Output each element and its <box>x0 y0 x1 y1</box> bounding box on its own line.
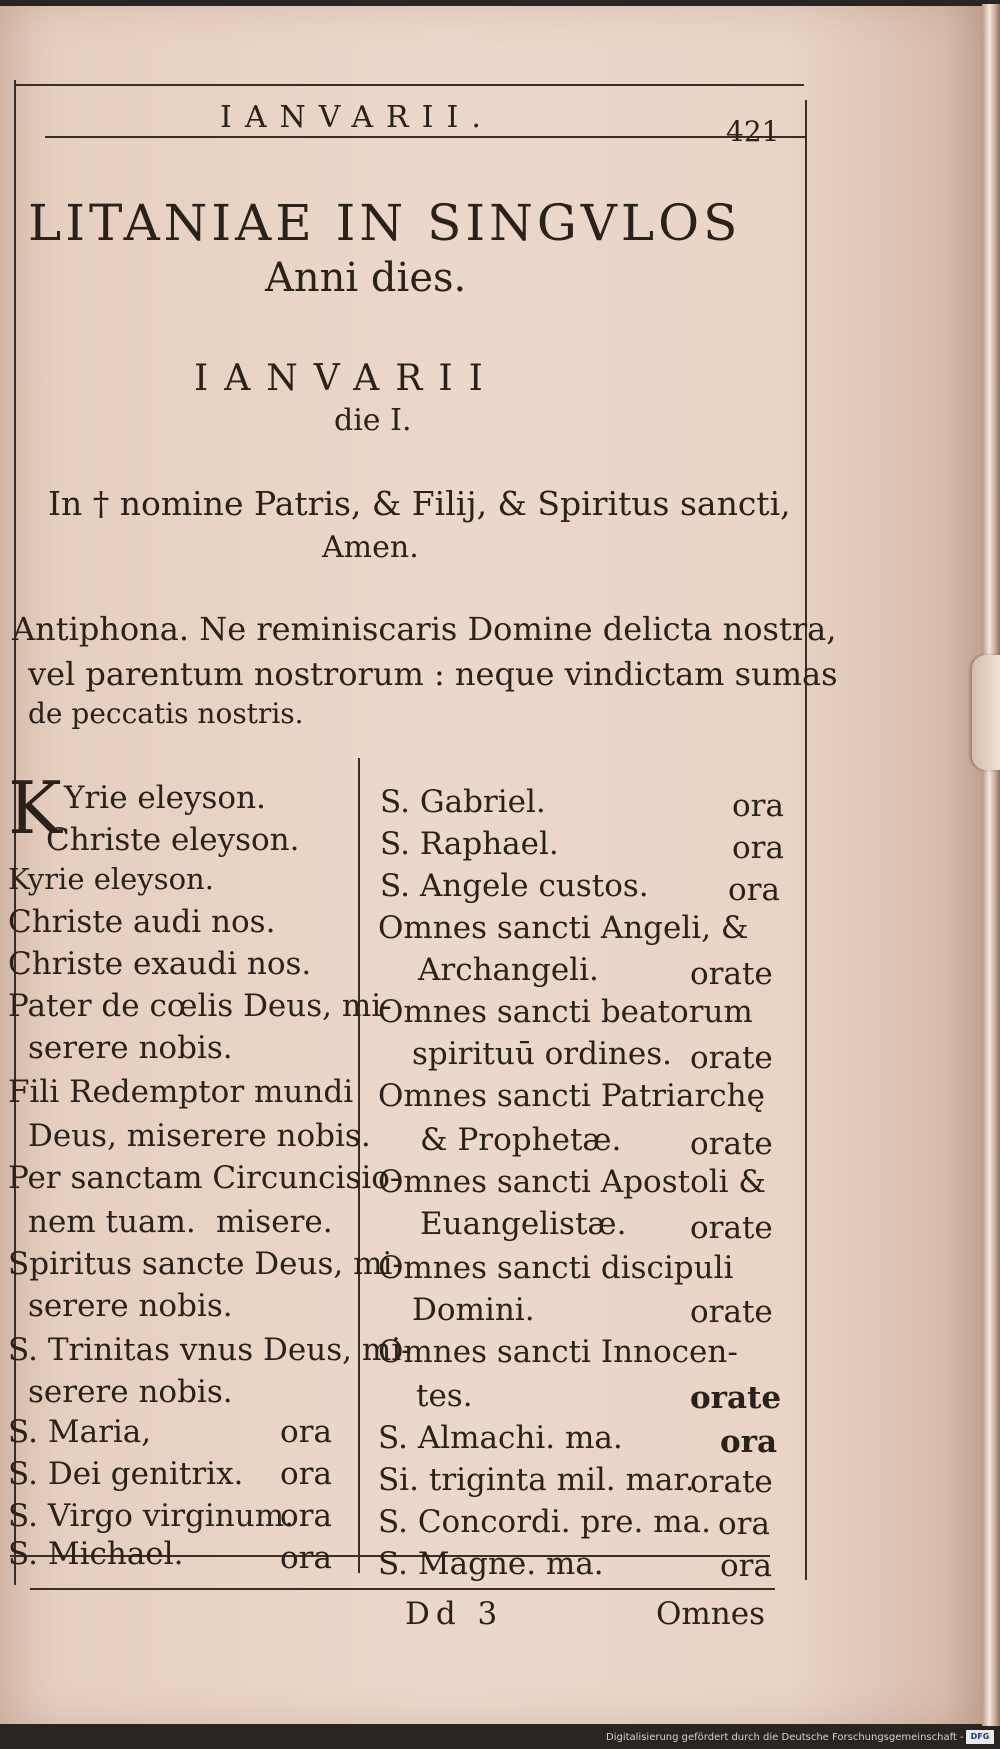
litany-line: S. Maria, <box>8 1414 152 1450</box>
litany-response: ora <box>280 1498 332 1534</box>
litany-response: ora <box>728 872 780 908</box>
antiphon-line: vel parentum nostrorum : neque vindictam sumas <box>28 655 838 693</box>
page-number: 421 <box>726 115 780 148</box>
litany-response: orate <box>690 1380 782 1416</box>
litany-line: S. Almachi. ma. <box>378 1420 623 1456</box>
litany-line: Omnes sancti discipuli <box>378 1250 734 1286</box>
litany-line: Per sanctam Circuncisio- <box>8 1160 401 1196</box>
litany-response: orate <box>690 956 773 992</box>
header-top-rule <box>14 84 804 86</box>
page-edge <box>982 4 1000 1726</box>
litany-line: & Prophetæ. <box>420 1122 622 1158</box>
litany-response: ora <box>280 1456 332 1492</box>
litany-response: ora <box>718 1506 770 1542</box>
litany-line: Omnes sancti Patriarchę <box>378 1078 765 1114</box>
litany-line: Pater de cœlis Deus, mi- <box>8 988 392 1024</box>
litany-line: Domini. <box>412 1292 535 1328</box>
litany-line: Spiritus sancte Deus, mi- <box>8 1246 403 1282</box>
litany-line: S. Dei genitrix. <box>8 1456 244 1492</box>
litany-response: ora <box>280 1414 332 1450</box>
invocation-line: In † nomine Patris, & Filij, & Spiritus sancti, <box>48 484 791 523</box>
litany-line: nem tuam. <box>28 1204 196 1240</box>
litany-line: S. Angele custos. <box>380 868 649 904</box>
litany-response: ora <box>280 1540 332 1576</box>
litany-response: orate <box>690 1294 773 1330</box>
litany-response: orate <box>690 1464 773 1500</box>
page-tab <box>972 655 1000 770</box>
signature-mark: Dd 3 <box>405 1596 504 1632</box>
litany-line: serere nobis. <box>28 1288 233 1324</box>
litany-line: Archangeli. <box>418 952 599 988</box>
litany-line: Omnes sancti Angeli, & <box>378 910 749 946</box>
litany-response: ora <box>732 788 784 824</box>
litany-line: Deus, miserere nobis. <box>28 1118 371 1154</box>
litany-line: serere nobis. <box>28 1374 233 1410</box>
litany-line: tes. <box>416 1378 473 1414</box>
litany-line: Omnes sancti beatorum <box>378 994 753 1030</box>
invocation-amen: Amen. <box>322 530 419 565</box>
litany-response: orate <box>690 1040 773 1076</box>
litany-line: Christe exaudi nos. <box>8 946 312 982</box>
litany-response: orate <box>690 1126 773 1162</box>
litany-response: ora <box>732 830 784 866</box>
litany-line: S. Virgo virginum. <box>8 1498 294 1534</box>
antiphon-line: de peccatis nostris. <box>28 697 304 730</box>
litany-line: Omnes sancti Innocen- <box>378 1334 738 1370</box>
section-month: IANVARII <box>194 358 499 399</box>
litany-line: S. Raphael. <box>380 826 559 862</box>
litany-line: Kyrie eleyson. <box>8 862 214 896</box>
litany-line: Omnes sancti Apostoli & <box>378 1164 767 1200</box>
page-subtitle: Anni dies. <box>265 255 467 301</box>
dfg-logo: DFG <box>966 1730 994 1744</box>
litany-line: Yrie eleyson. <box>64 780 266 816</box>
running-head: IANVARII. <box>220 100 494 135</box>
litany-line: Christe audi nos. <box>8 904 276 940</box>
section-day: die I. <box>334 403 412 438</box>
litany-line: S. Michael. <box>8 1536 184 1572</box>
litany-response: ora <box>720 1548 772 1584</box>
litany-line: S. Magne. ma. <box>378 1546 604 1582</box>
litany-line: S. Gabriel. <box>380 784 546 820</box>
litany-line: Fili Redemptor mundi <box>8 1074 354 1110</box>
header-bottom-rule <box>45 136 805 138</box>
litany-line: S. Concordi. pre. ma. <box>378 1504 711 1540</box>
litany-line: serere nobis. <box>28 1030 233 1066</box>
antiphon-line: Antiphona. Ne reminiscaris Domine delicta nostra, <box>12 610 837 648</box>
frame-right-rule <box>805 100 807 1580</box>
litany-line: S. Trinitas vnus Deus, mi- <box>8 1332 412 1368</box>
litany-line: Si. triginta mil. mar. <box>378 1462 695 1498</box>
litany-line: spirituū ordines. <box>412 1036 672 1072</box>
litany-response: misere. <box>216 1204 333 1240</box>
litany-response: ora <box>720 1424 778 1460</box>
footer-rule <box>30 1588 775 1590</box>
page-title: LITANIAE IN SINGVLOS <box>28 194 742 252</box>
drop-cap: K <box>8 766 62 850</box>
digitization-credit: Digitalisierung gefördert durch die Deutsche Forschungsgemeinschaft - <box>606 1732 964 1743</box>
litany-response: orate <box>690 1210 773 1246</box>
litany-line: Euangelistæ. <box>420 1206 627 1242</box>
litany-line: Christe eleyson. <box>46 822 300 858</box>
catchword: Omnes <box>656 1596 766 1632</box>
